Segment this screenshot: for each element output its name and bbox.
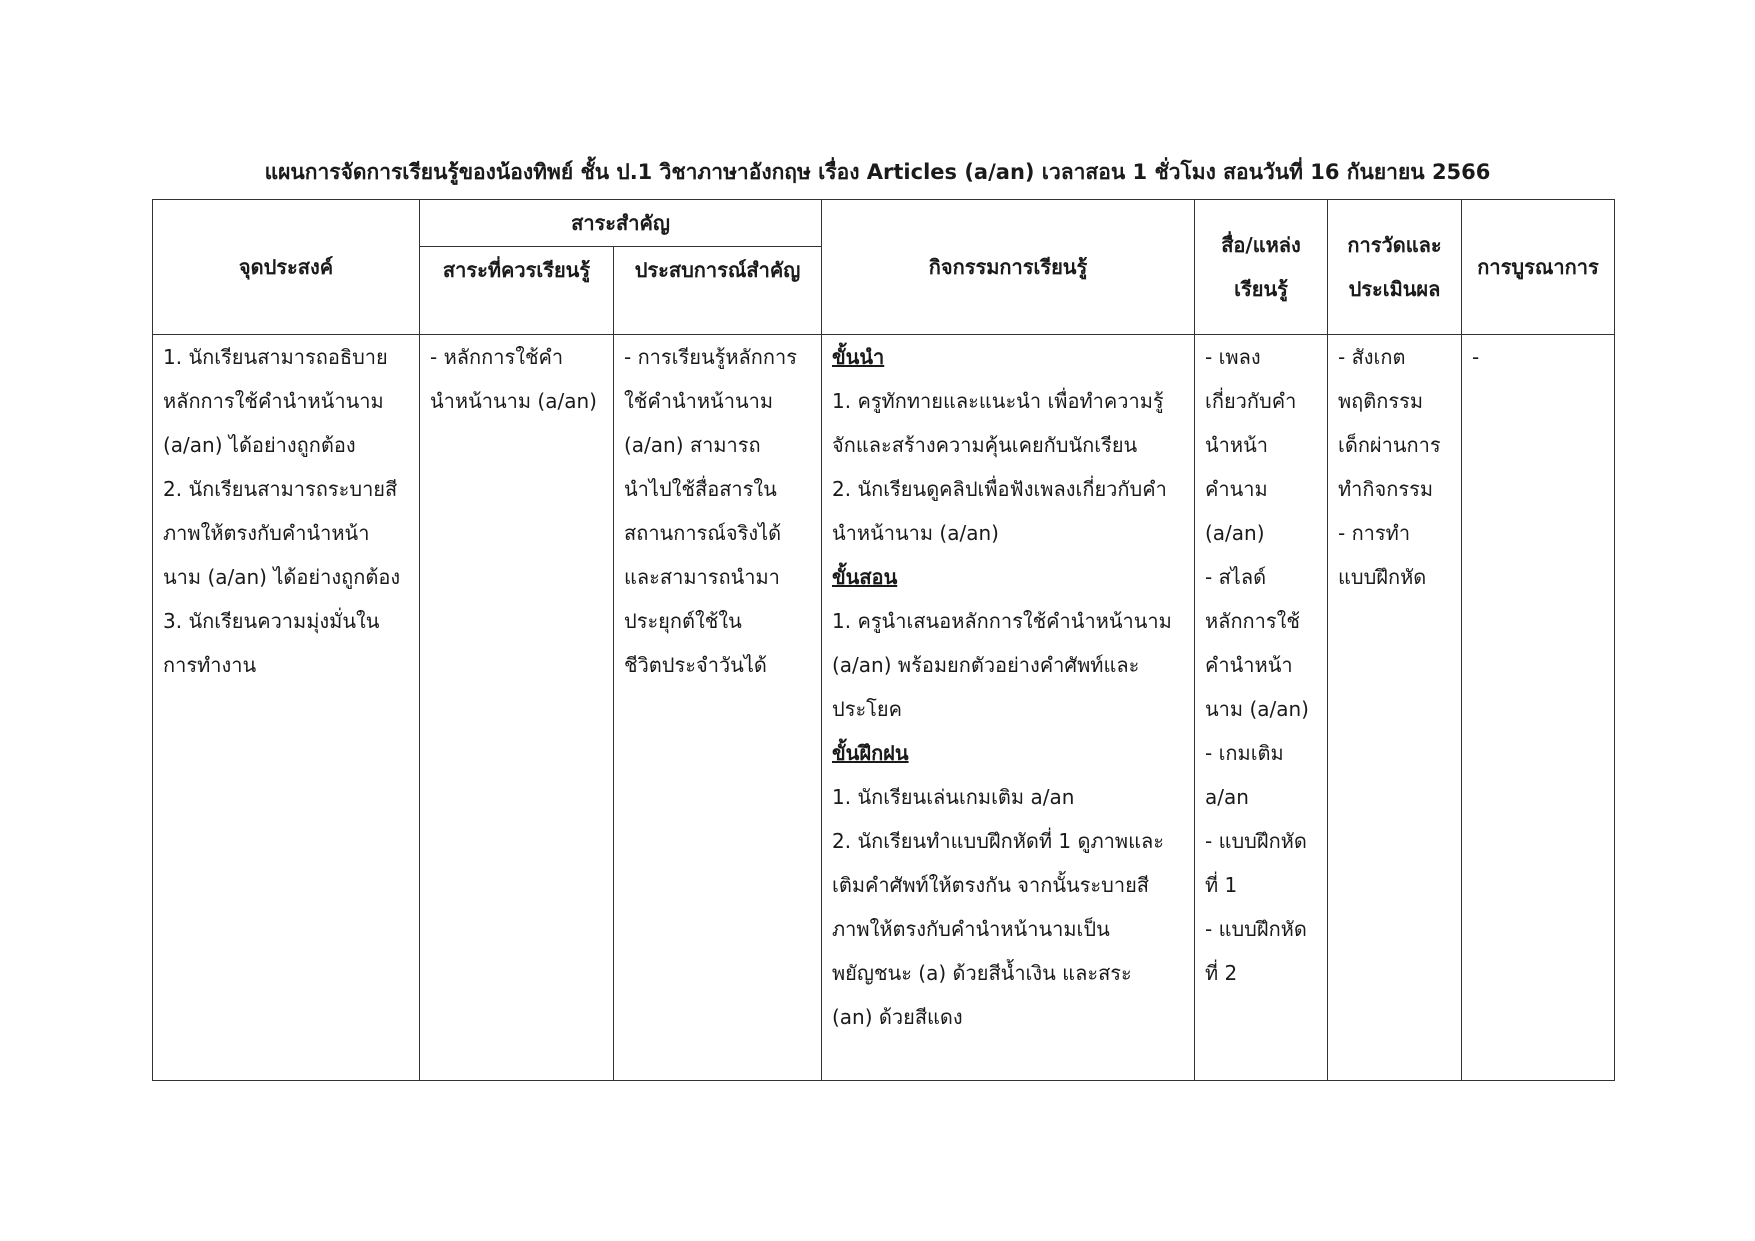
header-content-to-learn: สาระที่ควรเรียนรู้ [420, 247, 614, 335]
objective-line: 1. นักเรียนสามารถอธิบาย [163, 345, 388, 369]
assessment-line: - การทำ [1338, 521, 1411, 545]
experience-line: ประยุกต์ใช้ใน [624, 609, 742, 633]
objective-line: (a/an) ได้อย่างถูกต้อง [163, 433, 356, 457]
experience-line: (a/an) สามารถ [624, 433, 761, 457]
activity-line: จักและสร้างความคุ้นเคยกับนักเรียน [832, 433, 1138, 457]
header-objectives: จุดประสงค์ [153, 200, 420, 335]
assessment-line: - สังเกต [1338, 345, 1406, 369]
media-line: - แบบฝึกหัด [1205, 829, 1307, 853]
header-key-content: สาระสำคัญ [420, 200, 822, 247]
experience-line: - การเรียนรู้หลักการ [624, 345, 797, 369]
objective-line: ภาพให้ตรงกับคำนำหน้า [163, 521, 370, 545]
header-activities: กิจกรรมการเรียนรู้ [822, 200, 1195, 335]
media-line: (a/an) [1205, 521, 1265, 545]
header-key-experience: ประสบการณ์สำคัญ [614, 247, 822, 335]
integration-cell [1462, 335, 1615, 1081]
objective-line: 2. นักเรียนสามารถระบายสี [163, 477, 398, 501]
activity-line: (a/an) พร้อมยกตัวอย่างคำศัพท์และ [832, 653, 1140, 677]
content-to-learn-cell [420, 335, 614, 1081]
activity-line: 2. นักเรียนทำแบบฝึกหัดที่ 1 ดูภาพและ [832, 829, 1164, 853]
activity-stage-heading: ขั้นสอน [832, 565, 898, 589]
activity-line: ภาพให้ตรงกับคำนำหน้านามเป็น [832, 917, 1110, 941]
media-line: เกี่ยวกับคำ [1205, 389, 1297, 413]
activity-line: (an) ด้วยสีแดง [832, 1005, 963, 1029]
activity-line: 2. นักเรียนดูคลิปเพื่อฟังเพลงเกี่ยวกับคำ [832, 477, 1167, 501]
media-line: - เพลง [1205, 345, 1261, 369]
activities-cell [822, 335, 1195, 1081]
activity-line: 1. ครูทักทายและแนะนำ เพื่อทำความรู้ [832, 389, 1164, 413]
assessment-cell [1328, 335, 1462, 1081]
experience-line: ชีวิตประจำวันได้ [624, 653, 767, 677]
media-line: a/an [1205, 785, 1249, 809]
header-media [1195, 200, 1328, 335]
media-line: - แบบฝึกหัด [1205, 917, 1307, 941]
objectives-cell [153, 335, 420, 1081]
media-line: นาม (a/an) [1205, 697, 1309, 721]
media-line: คำนำหน้า [1205, 653, 1293, 677]
header-media-line2: เรียนรู้ [1234, 277, 1288, 301]
media-line: ที่ 2 [1205, 961, 1238, 985]
media-line: หลักการใช้ [1205, 609, 1300, 633]
header-media-line1: สื่อ/แหล่ง [1221, 233, 1301, 257]
activity-line: นำหน้านาม (a/an) [832, 521, 999, 545]
assessment-line: แบบฝึกหัด [1338, 565, 1427, 589]
media-line: - สไลด์ [1205, 565, 1267, 589]
media-cell [1195, 335, 1328, 1081]
experience-line: นำไปใช้สื่อสารใน [624, 477, 777, 501]
media-line: - เกมเติม [1205, 741, 1284, 765]
objective-line: 3. นักเรียนความมุ่งมั่นใน [163, 609, 380, 633]
assessment-line: ทำกิจกรรม [1338, 477, 1434, 501]
activity-line: 1. นักเรียนเล่นเกมเติม a/an [832, 785, 1075, 809]
activity-line: เติมคำศัพท์ให้ตรงกัน จากนั้นระบายสี [832, 873, 1150, 897]
key-experience-cell [614, 335, 822, 1081]
lesson-plan-table [152, 199, 1615, 1081]
content-line: นำหน้านาม (a/an) [430, 389, 597, 413]
activity-line: ประโยค [832, 697, 903, 721]
media-line: ที่ 1 [1205, 873, 1238, 897]
content-line: - หลักการใช้คำ [430, 345, 564, 369]
activity-line: 1. ครูนำเสนอหลักการใช้คำนำหน้านาม [832, 609, 1172, 633]
experience-line: และสามารถนำมา [624, 565, 780, 589]
experience-line: ใช้คำนำหน้านาม [624, 389, 774, 413]
media-line: คำนาม [1205, 477, 1268, 501]
activity-line: พยัญชนะ (a) ด้วยสีน้ำเงิน และสระ [832, 961, 1132, 985]
header-assessment-line2: ประเมินผล [1348, 277, 1441, 301]
assessment-line: พฤติกรรม [1338, 389, 1424, 413]
objective-line: การทำงาน [163, 653, 257, 677]
header-assessment [1328, 200, 1462, 335]
objective-line: นาม (a/an) ได้อย่างถูกต้อง [163, 565, 401, 589]
integration-line: - [1472, 345, 1480, 369]
activity-stage-heading: ขั้นนำ [832, 345, 885, 369]
document-title: แผนการจัดการเรียนรู้ของน้องทิพย์ ชั้น ป.1 วิชาภาษาอังกฤษ เรื่อง Articles (a/an) เวลาสอน 1 ชั่วโมง สอนวันที่ 16 กันยายน 2566 [264, 160, 1491, 184]
objective-line: หลักการใช้คำนำหน้านาม [163, 389, 384, 413]
experience-line: สถานการณ์จริงได้ [624, 521, 782, 545]
activity-stage-heading: ขั้นฝึกฝน [832, 741, 909, 765]
media-line: นำหน้า [1205, 433, 1268, 457]
assessment-line: เด็กผ่านการ [1338, 433, 1441, 457]
header-assessment-line1: การวัดและ [1347, 233, 1442, 257]
header-integration: การบูรณาการ [1462, 200, 1615, 335]
